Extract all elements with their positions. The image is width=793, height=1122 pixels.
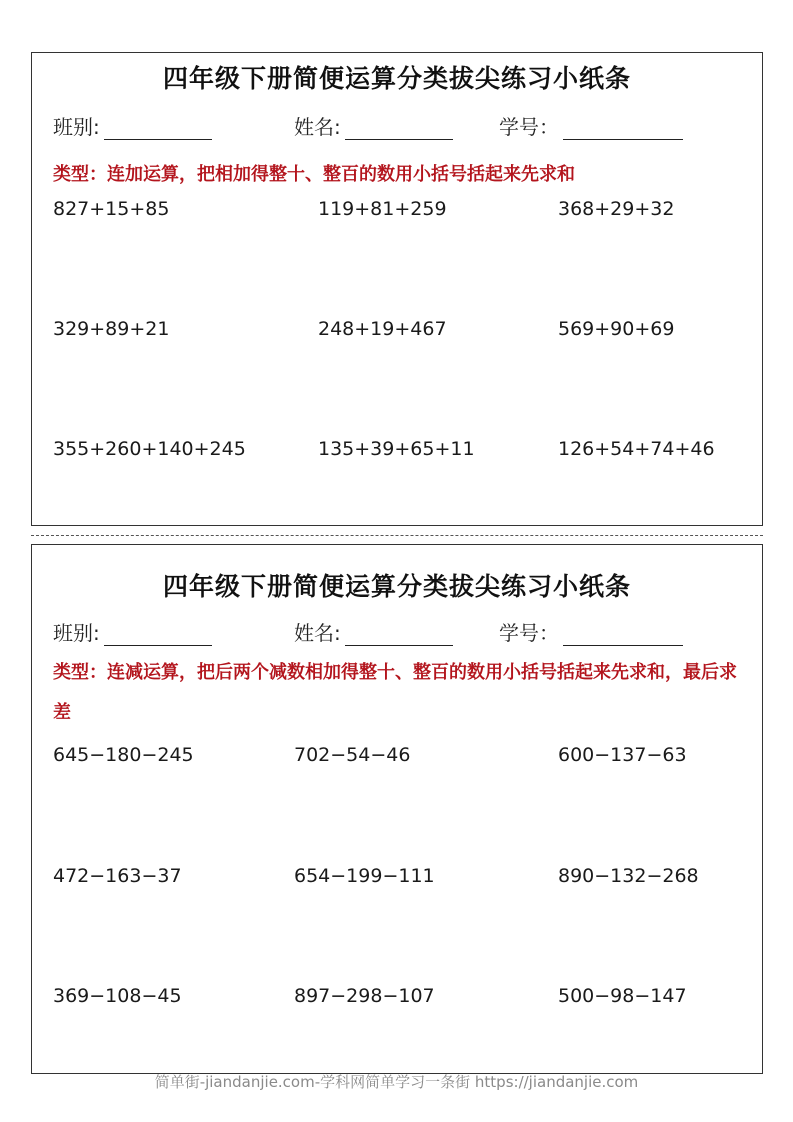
- class-label: 班别:: [53, 621, 100, 645]
- problem-item: 472−163−37: [53, 865, 182, 887]
- student-info-row: [53, 111, 762, 141]
- class-blank[interactable]: [104, 623, 212, 646]
- problem-item: 702−54−46: [294, 744, 411, 766]
- problem-item: 369−108−45: [53, 985, 182, 1007]
- problem-item: 500−98−147: [558, 985, 687, 1007]
- problem-item: 355+260+140+245: [53, 438, 246, 460]
- problem-item: 135+39+65+11: [318, 438, 475, 460]
- student-info-row: [53, 617, 762, 647]
- name-field: [294, 617, 453, 646]
- cut-line-divider: [31, 535, 763, 536]
- worksheet-card-addition: [31, 52, 763, 526]
- student-number-label: 学号：: [499, 621, 559, 645]
- name-label: 姓名:: [294, 621, 341, 645]
- student-number-blank[interactable]: [563, 623, 683, 646]
- name-blank[interactable]: [345, 117, 453, 140]
- student-number-field: [499, 617, 683, 646]
- page-footer-source: 简单街-jiandanjie.com-学科网简单学习一条街 https://jiandanjie.com: [154, 1073, 639, 1091]
- problem-item: 569+90+69: [558, 318, 675, 340]
- class-blank[interactable]: [104, 117, 212, 140]
- problem-item: 119+81+259: [318, 198, 447, 220]
- problem-item: 645−180−245: [53, 744, 194, 766]
- problem-item: 890−132−268: [558, 865, 699, 887]
- problem-item: 329+89+21: [53, 318, 170, 340]
- student-number-blank[interactable]: [563, 117, 683, 140]
- student-number-label: 学号：: [499, 115, 559, 139]
- name-field: [294, 111, 453, 140]
- student-number-field: [499, 111, 683, 140]
- class-field: [53, 111, 212, 140]
- worksheet-card-subtraction: [31, 544, 763, 1074]
- problem-item: 600−137−63: [558, 744, 687, 766]
- name-label: 姓名:: [294, 115, 341, 139]
- problem-item: 654−199−111: [294, 865, 435, 887]
- problem-item: 368+29+32: [558, 198, 675, 220]
- problem-item: 827+15+85: [53, 198, 170, 220]
- worksheet-title: 四年级下册简便运算分类拔尖练习小纸条: [162, 64, 631, 93]
- worksheet-title: 四年级下册简便运算分类拔尖练习小纸条: [162, 572, 631, 601]
- class-field: [53, 617, 212, 646]
- class-label: 班别:: [53, 115, 100, 139]
- problem-type-instruction: 类型：连加运算，把相加得整十、整百的数用小括号括起来先求和: [53, 164, 575, 185]
- problem-item: 897−298−107: [294, 985, 435, 1007]
- problem-type-instruction: 类型：连减运算，把后两个减数相加得整十、整百的数用小括号括起来先求和，最后求差: [53, 662, 737, 723]
- problem-item: 248+19+467: [318, 318, 447, 340]
- name-blank[interactable]: [345, 623, 453, 646]
- problem-item: 126+54+74+46: [558, 438, 715, 460]
